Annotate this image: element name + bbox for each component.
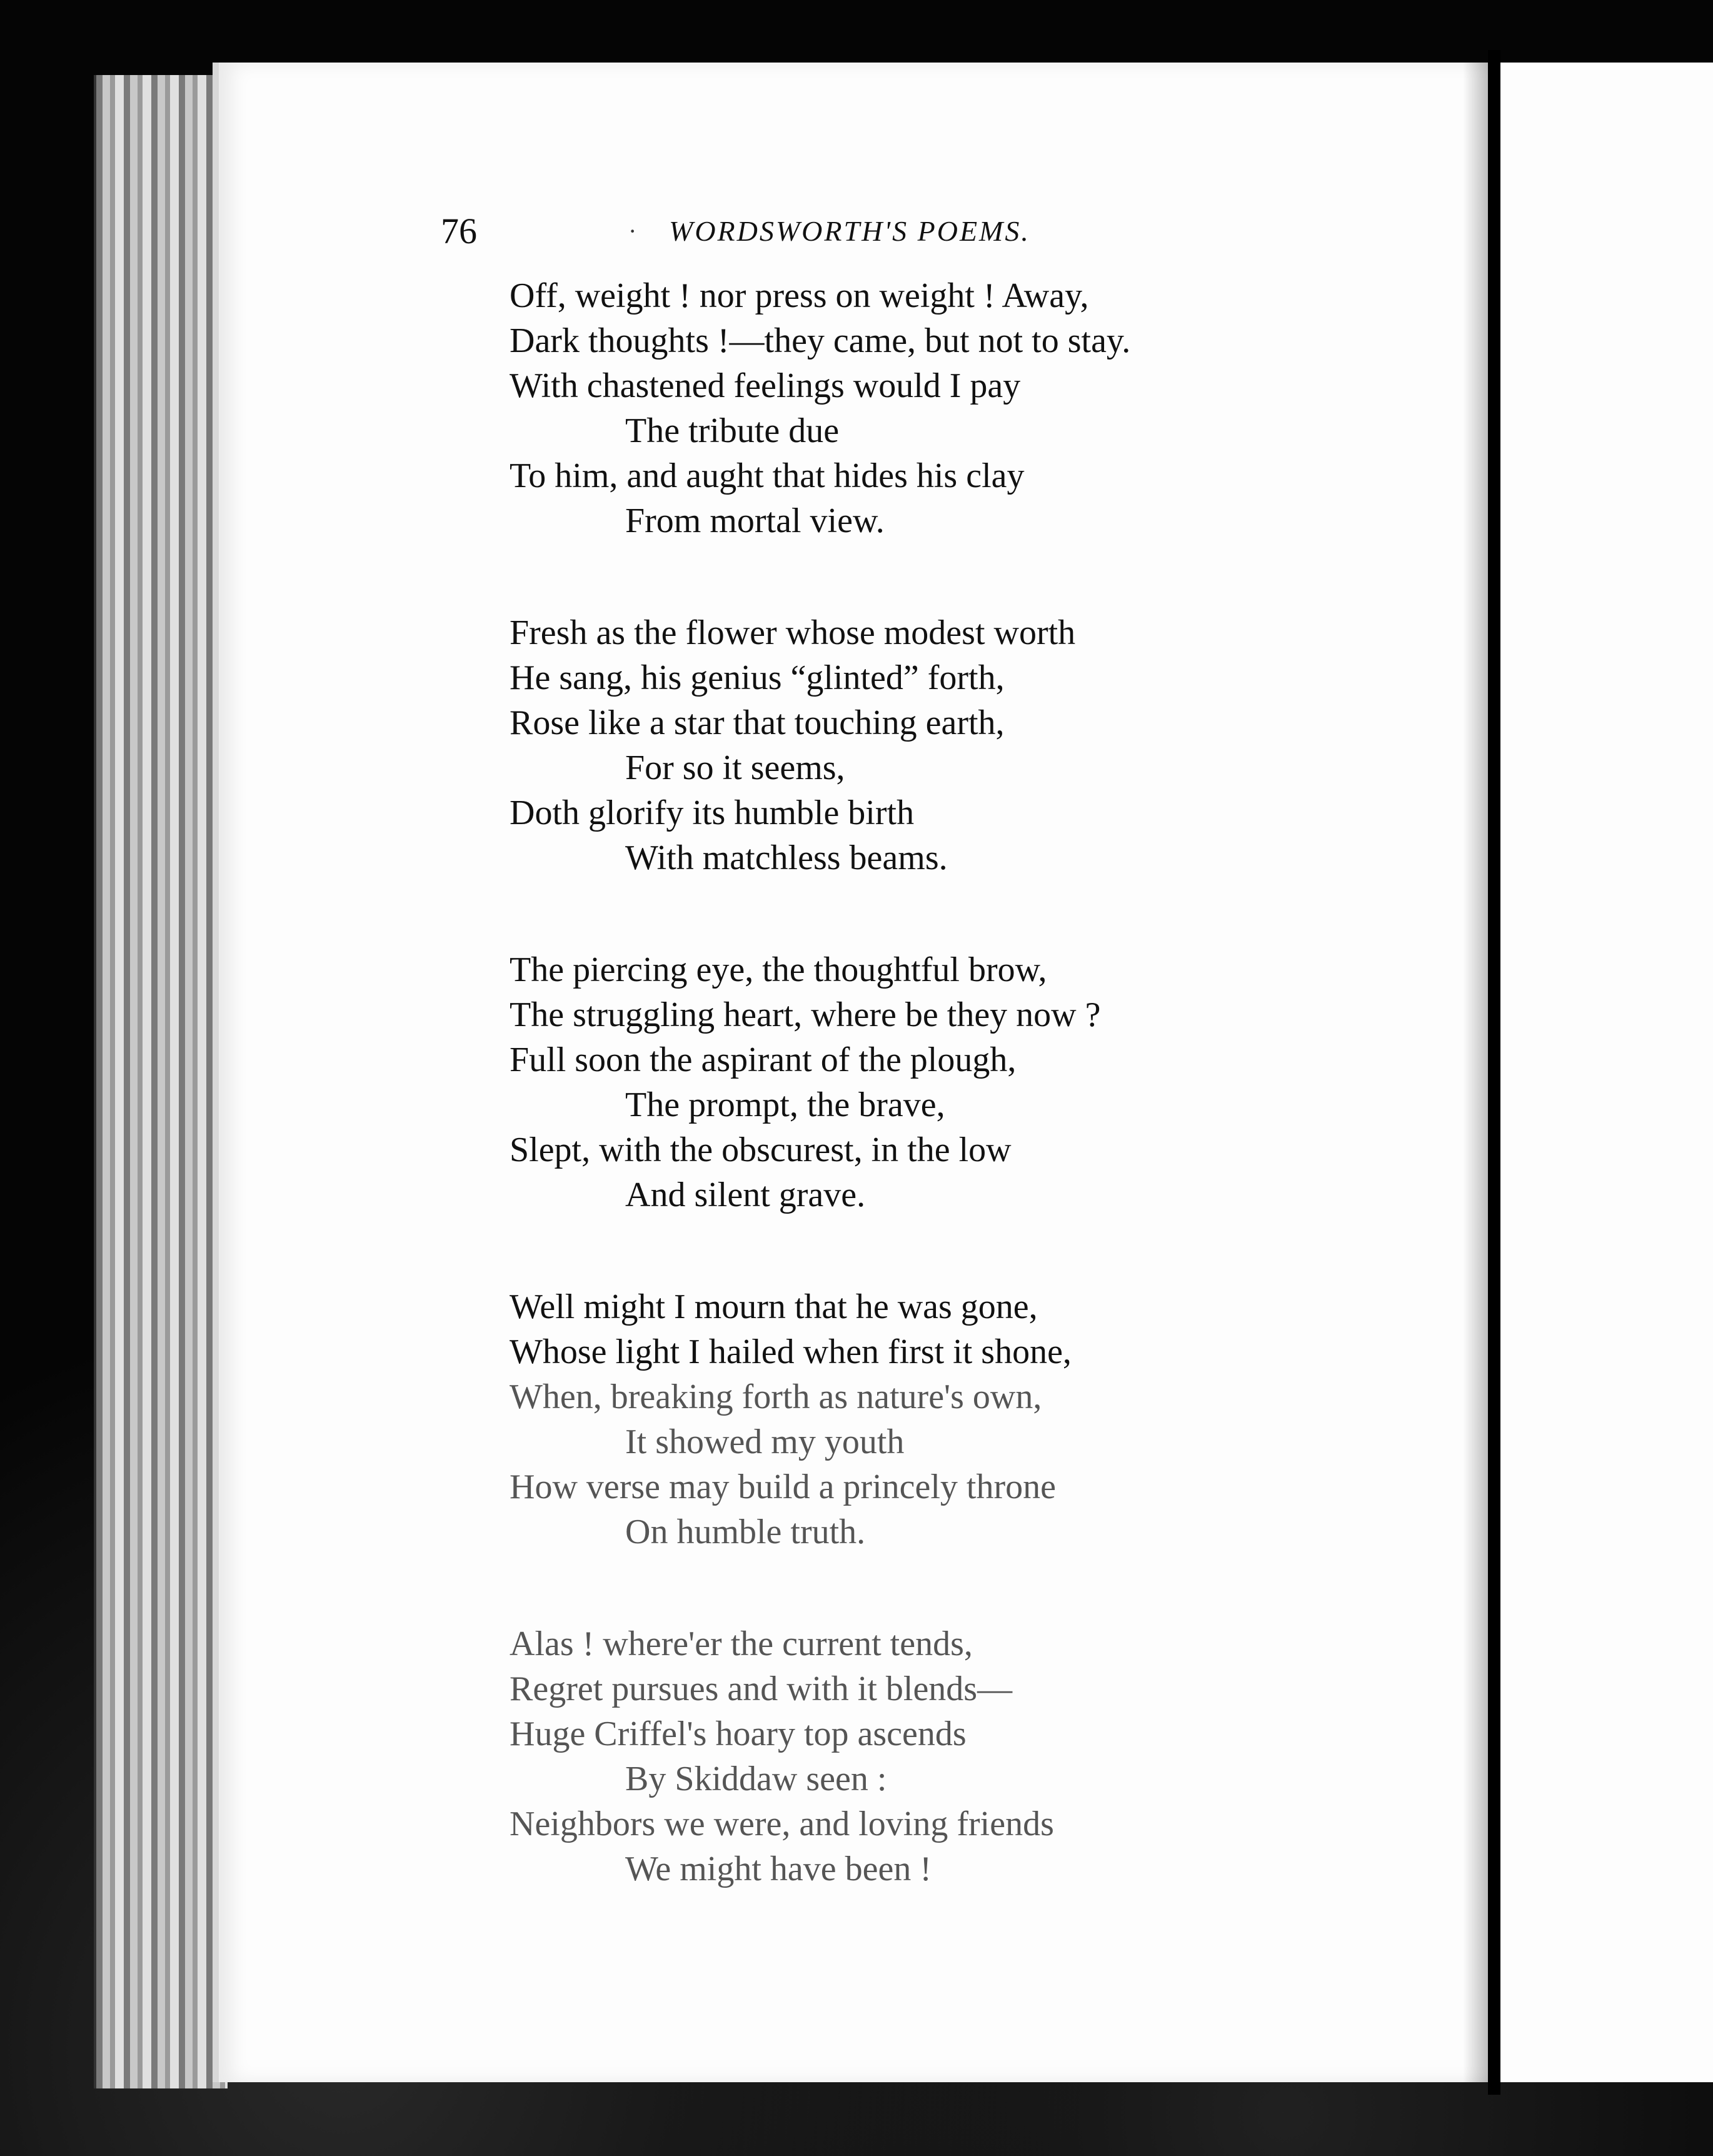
poem-line: Fresh as the flower whose modest worth	[510, 613, 1076, 652]
running-head	[441, 206, 1160, 256]
stanza-4	[510, 1284, 1322, 1554]
poem-line: Regret pursues and with it blends—	[510, 1670, 1013, 1708]
poem-line-indented: With matchless beams.	[625, 839, 948, 877]
stanza-2	[510, 610, 1322, 880]
poem-line-indented: On humble truth.	[625, 1513, 866, 1551]
book-gutter	[1488, 50, 1500, 2095]
page-number: 76	[441, 211, 477, 251]
poem-line-indented: We might have been !	[625, 1850, 932, 1888]
poem-line: Whose light I hailed when first it shone,	[510, 1332, 1072, 1371]
right-page	[1500, 63, 1713, 2082]
poem-line: Off, weight ! nor press on weight ! Away,	[510, 276, 1089, 315]
poem-line: With chastened feelings would I pay	[510, 366, 1021, 405]
poem-line-indented: And silent grave.	[625, 1176, 866, 1214]
poem-line-indented: By Skiddaw seen :	[625, 1760, 887, 1798]
poem-line: Rose like a star that touching earth,	[510, 703, 1005, 742]
poem-line: The struggling heart, where be they now ?	[510, 995, 1101, 1034]
poem-line: Huge Criffel's hoary top ascends	[510, 1715, 967, 1753]
running-head-separator: ·	[628, 217, 637, 245]
poem-line-indented: The prompt, the brave,	[625, 1086, 945, 1124]
stanza-5	[510, 1621, 1322, 1892]
poem-line: Well might I mourn that he was gone,	[510, 1287, 1038, 1326]
poem-line: Alas ! where'er the current tends,	[510, 1625, 973, 1663]
poem-line: He sang, his genius “glinted” forth,	[510, 658, 1005, 697]
spine-shadow	[1463, 63, 1488, 2082]
poem-line: The piercing eye, the thoughtful brow,	[510, 950, 1047, 989]
poem-body	[510, 273, 1322, 1958]
poem-line: How verse may build a princely throne	[510, 1468, 1056, 1506]
poem-line-indented: It showed my youth	[625, 1423, 905, 1461]
poem-line: To him, and aught that hides his clay	[510, 456, 1025, 495]
poem-line-indented: The tribute due	[625, 411, 840, 450]
poem-line: Doth glorify its humble birth	[510, 793, 915, 832]
poem-line-indented: For so it seems,	[625, 748, 845, 787]
poem-line: When, breaking forth as nature's own,	[510, 1378, 1042, 1416]
poem-line-indented: From mortal view.	[625, 501, 885, 540]
poem-line: Slept, with the obscurest, in the low	[510, 1131, 1012, 1169]
poem-line: Dark thoughts !—they came, but not to stay.	[510, 321, 1131, 360]
stanza-1	[510, 273, 1322, 543]
book-page-edges	[94, 75, 228, 2088]
poem-line: Neighbors we were, and loving friends	[510, 1805, 1054, 1843]
poem-line: Full soon the aspirant of the plough,	[510, 1040, 1017, 1079]
stanza-3	[510, 947, 1322, 1217]
running-title: WORDSWORTH'S POEMS.	[669, 215, 1030, 247]
